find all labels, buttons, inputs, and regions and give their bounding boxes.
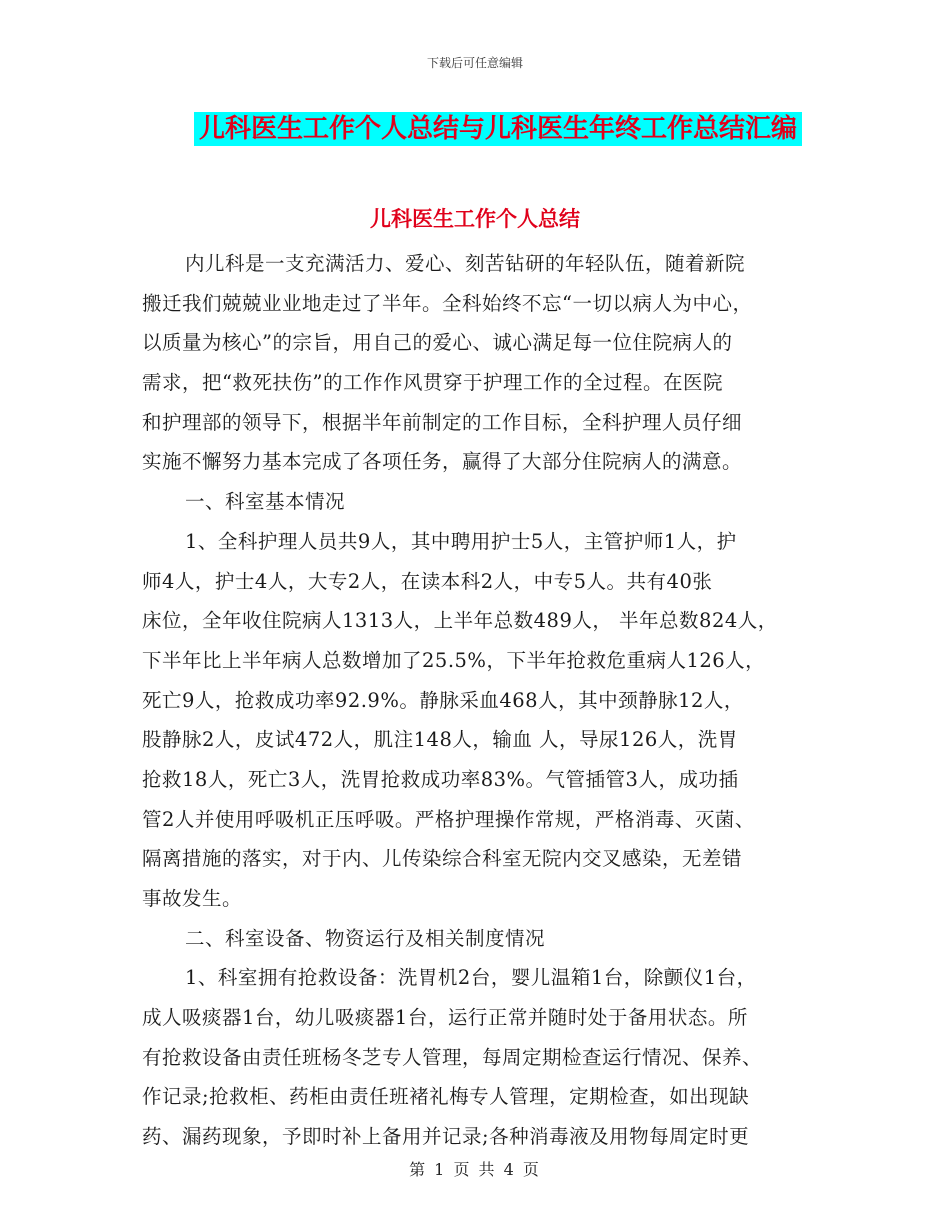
paragraph-line: 实施不懈努力基本完成了各项任务，赢得了大部分住院病人的满意。 — [142, 450, 743, 474]
paragraph-line: 有抢救设备由责任班杨冬芝专人管理，每周定期检查运行情况、保养、 — [142, 1045, 763, 1069]
paragraph-line: 床位，全年收住院病人1313人，上半年总数489人， 半年总数824人， — [142, 609, 778, 633]
page-footer: 第 1 页 共 4 页 — [409, 1160, 541, 1179]
paragraph-line: 1、科室拥有抢救设备：洗胃机2台，婴儿温箱1台，除颤仪1台， — [185, 966, 757, 990]
paragraph-line: 隔离措施的落实，对于内、儿传染综合科室无院内交叉感染，无差错 — [142, 847, 743, 871]
heading-line: 二、科室设备、物资运行及相关制度情况 — [185, 926, 546, 950]
paragraph-line: 抢救18人，死亡3人，洗胃抢救成功率83%。气管插管3人，成功插 — [142, 767, 739, 791]
paragraph-line: 下半年比上半年病人总数增加了25.5%，下半年抢救危重病人126人， — [142, 648, 766, 672]
section-title: 儿科医生工作个人总结 — [370, 207, 580, 231]
page-header: 下载后可任意编辑 — [426, 56, 523, 70]
paragraph-line: 股静脉2人，皮试472人，肌注148人，输血 人，导尿126人，洗胃 — [142, 728, 738, 752]
paragraph-line: 1、全科护理人员共9人，其中聘用护士5人，主管护师1人，护 — [185, 529, 737, 553]
paragraph-line: 事故发生。 — [142, 887, 243, 910]
heading-line: 一、科室基本情况 — [185, 490, 346, 514]
paragraph-line: 死亡9人，抢救成功率92.9%。静脉采血468人，其中颈静脉12人， — [142, 688, 744, 712]
paragraph-line: 管2人并使用呼吸机正压呼吸。严格护理操作常规，严格消毒、灭菌、 — [142, 807, 755, 831]
paragraph-line: 内儿科是一支充满活力、爱心、刻苦钻研的年轻队伍，随着新院 — [185, 252, 746, 275]
paragraph-line: 搬迁我们兢兢业业地走过了半年。全科始终不忘“一切以病人为中心， — [142, 291, 753, 315]
paragraph-line: 需求，把“救死扶伤”的工作作风贯穿于护理工作的全过程。在医院 — [142, 371, 723, 395]
document-title: 儿科医生工作个人总结与儿科医生年终工作总结汇编 — [194, 112, 802, 146]
body-text — [142, 244, 832, 1157]
paragraph-line: 成人吸痰器1台，幼儿吸痰器1台，运行正常并随时处于备用状态。所 — [142, 1006, 748, 1030]
paragraph-line: 以质量为核心”的宗旨，用自己的爱心、诚心满足每一位住院病人的 — [142, 331, 733, 355]
paragraph-line: 作记录;抢救柜、药柜由责任班褚礼梅专人管理，定期检查，如出现缺 — [142, 1085, 750, 1109]
paragraph-line: 师4人，护士4人，大专2人，在读本科2人，中专5人。共有40张 — [142, 569, 713, 593]
paragraph-line: 和护理部的领导下，根据半年前制定的工作目标，全科护理人员仔细 — [142, 410, 743, 434]
paragraph-line: 药、漏药现象，予即时补上备用并记录;各种消毒液及用物每周定时更 — [142, 1125, 750, 1149]
